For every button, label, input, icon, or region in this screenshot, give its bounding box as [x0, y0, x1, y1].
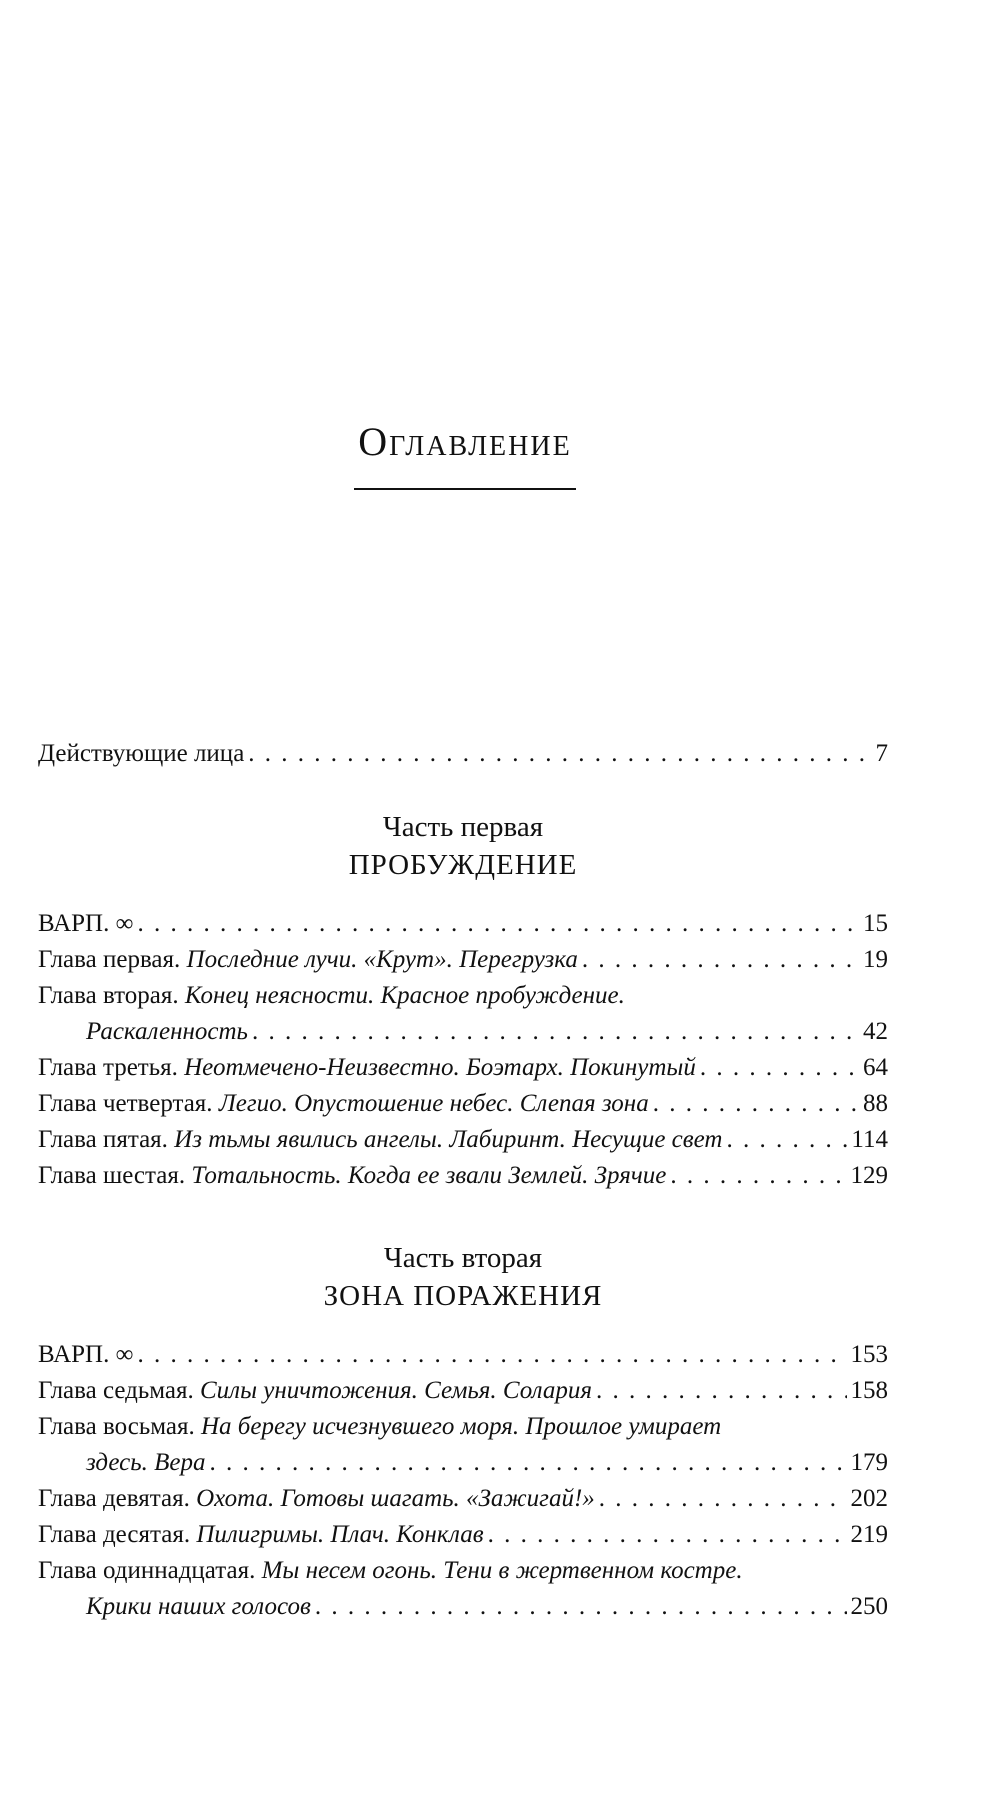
- toc-entry-subtitle: Неотмечено-Неизвестно. Боэтарх. Покинутый: [184, 1054, 696, 1081]
- toc-entry[interactable]: [38, 1122, 888, 1158]
- dot-leader: [252, 1014, 859, 1050]
- toc-entry-page: 114: [851, 1126, 888, 1153]
- toc-entry-page: 42: [863, 1018, 888, 1045]
- toc-entry[interactable]: [38, 1373, 888, 1409]
- dot-leader: [582, 942, 859, 978]
- toc-entry-chapter: ВАРП. ∞: [38, 910, 134, 937]
- toc-entry-subtitle: Из тьмы явились ангелы. Лабиринт. Несущие свет: [174, 1126, 723, 1153]
- toc-entry-subtitle: Последние лучи. «Крут». Перегрузка: [186, 946, 578, 973]
- toc-entry-page: 15: [863, 910, 888, 937]
- dot-leader: [315, 1589, 847, 1625]
- dot-leader: [726, 1122, 847, 1158]
- dot-leader: [700, 1050, 859, 1086]
- toc-entry[interactable]: [38, 1086, 888, 1122]
- toc-entry[interactable]: [38, 1050, 888, 1086]
- toc-entry-chapter: Глава первая.: [38, 946, 181, 973]
- toc-entry-subtitle: Силы уничтожения. Семья. Солария: [200, 1377, 592, 1404]
- dot-leader: [653, 1086, 859, 1122]
- toc-entry-page: 250: [850, 1593, 888, 1620]
- toc-entry-continuation: Крики наших голосов: [86, 1593, 311, 1620]
- title-underline: [354, 488, 576, 490]
- toc-entry-characters[interactable]: [38, 736, 888, 772]
- part-heading: [38, 808, 888, 884]
- part-label: Часть вторая: [383, 1242, 543, 1274]
- toc-entry[interactable]: [38, 978, 888, 1050]
- toc-entry-title: Действующие лица: [38, 740, 245, 767]
- toc-entry-continuation: здесь. Вера: [86, 1449, 206, 1476]
- toc-entry[interactable]: [38, 1517, 888, 1553]
- toc-entry[interactable]: [38, 1553, 888, 1625]
- toc-entry[interactable]: [38, 942, 888, 978]
- toc-entry-chapter: Глава четвертая.: [38, 1090, 213, 1117]
- toc-entry-subtitle: Легио. Опустошение небес. Слепая зона: [218, 1090, 649, 1117]
- toc-entry[interactable]: [38, 1158, 888, 1194]
- part-name: ПРОБУЖДЕНИЕ: [348, 849, 578, 881]
- toc-entry-chapter: Глава десятая.: [38, 1521, 191, 1548]
- dot-leader: [596, 1373, 847, 1409]
- dot-leader: [137, 1337, 846, 1373]
- toc-entry[interactable]: [38, 906, 888, 942]
- dot-leader: [599, 1481, 847, 1517]
- table-of-contents: [38, 736, 888, 1625]
- toc-entry-chapter: Глава пятая.: [38, 1126, 168, 1153]
- toc-entry-subtitle: Охота. Готовы шагать. «Зажигай!»: [196, 1485, 595, 1512]
- toc-entry-subtitle: Мы несем огонь. Тени в жертвенном костре.: [261, 1557, 743, 1584]
- toc-entry-chapter: Глава вторая.: [38, 982, 179, 1009]
- toc-entry-subtitle: Тотальность. Когда ее звали Землей. Зрячие: [191, 1162, 667, 1189]
- page-title: Оглавление: [358, 419, 572, 464]
- toc-entry-page: 179: [850, 1449, 888, 1476]
- toc-entry-chapter: Глава восьмая.: [38, 1413, 195, 1440]
- toc-entry-chapter: Глава третья.: [38, 1054, 178, 1081]
- dot-leader: [670, 1158, 846, 1194]
- part-heading: [38, 1239, 888, 1315]
- dot-leader: [488, 1517, 847, 1553]
- toc-entry-page: 64: [863, 1054, 888, 1081]
- toc-entry-page: 153: [850, 1341, 888, 1368]
- toc-entry-continuation: Раскаленность: [86, 1018, 248, 1045]
- part-name: ЗОНА ПОРАЖЕНИЯ: [323, 1280, 603, 1312]
- toc-entry[interactable]: [38, 1337, 888, 1373]
- toc-entry-page: 88: [863, 1090, 888, 1117]
- toc-entry-page: 202: [850, 1485, 888, 1512]
- toc-entry-chapter: Глава шестая.: [38, 1162, 186, 1189]
- toc-entry[interactable]: [38, 1409, 888, 1481]
- toc-entry-chapter: Глава одиннадцатая.: [38, 1557, 256, 1584]
- toc-entry-chapter: ВАРП. ∞: [38, 1341, 134, 1368]
- toc-entry-page: 7: [875, 740, 888, 767]
- part-label: Часть первая: [382, 811, 544, 843]
- dot-leader: [248, 736, 871, 772]
- toc-entry[interactable]: [38, 1481, 888, 1517]
- toc-entry-subtitle: Пилигримы. Плач. Конклав: [196, 1521, 484, 1548]
- dot-leader: [137, 906, 859, 942]
- toc-entry-page: 19: [863, 946, 888, 973]
- toc-entry-page: 219: [850, 1521, 888, 1548]
- toc-entry-chapter: Глава седьмая.: [38, 1377, 194, 1404]
- dot-leader: [209, 1445, 846, 1481]
- toc-entry-subtitle: На берегу исчезнувшего моря. Прошлое умирает: [200, 1413, 722, 1440]
- toc-entry-page: 158: [850, 1377, 888, 1404]
- toc-entry-page: 129: [850, 1162, 888, 1189]
- toc-entry-chapter: Глава девятая.: [38, 1485, 190, 1512]
- toc-entry-subtitle: Конец неясности. Красное пробуждение.: [184, 982, 625, 1009]
